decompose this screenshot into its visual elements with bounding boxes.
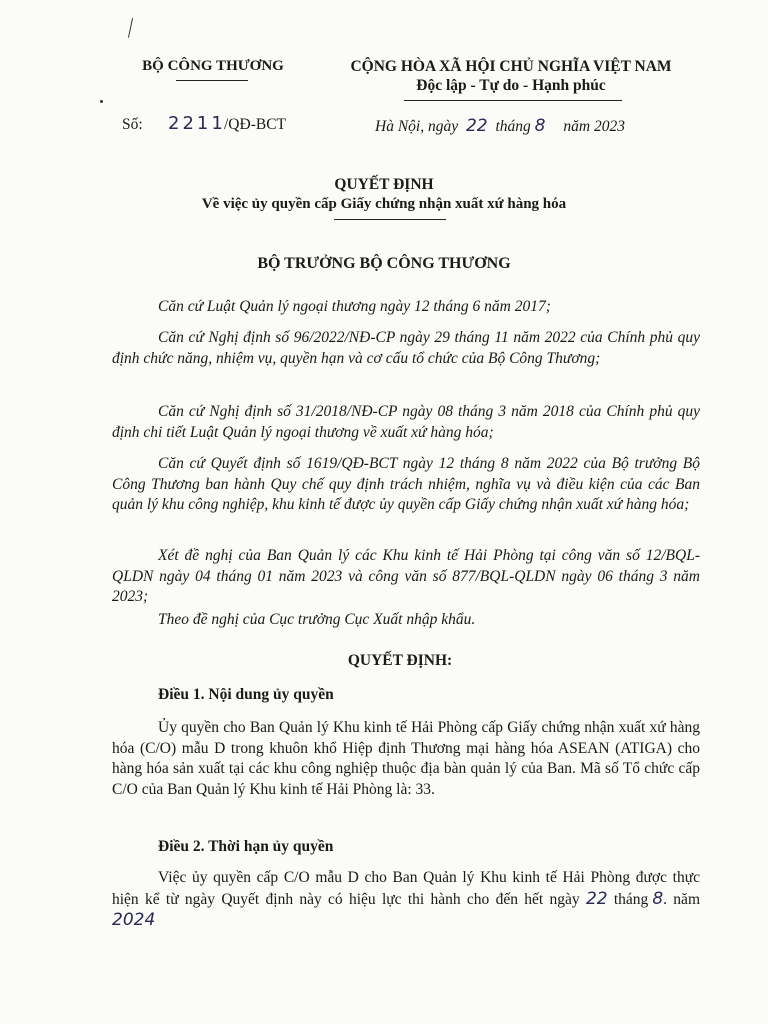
preamble-item: Căn cứ Nghị định số 96/2022/NĐ-CP ngày 29 tháng 11 năm 2022 của Chính phủ quy định chức năng, nhiệm vụ, quyền hạn và cơ cấu tổ chức của Bộ Công Thương; bbox=[112, 329, 700, 367]
preamble-item: Theo đề nghị của Cục trưởng Cục Xuất nhập khẩu. bbox=[158, 611, 476, 628]
reference-suffix: /QĐ-BCT bbox=[224, 116, 286, 133]
issue-day: 22 bbox=[465, 116, 488, 136]
issue-month: 8 bbox=[534, 116, 546, 136]
end-year-label: . năm bbox=[663, 890, 700, 908]
document-subject: Về việc ủy quyền cấp Giấy chứng nhận xuất xứ hàng hóa bbox=[201, 196, 567, 212]
ministry-underline bbox=[176, 80, 248, 81]
ministry-name: BỘ CÔNG THƯƠNG bbox=[142, 58, 284, 74]
pen-dot bbox=[100, 100, 103, 103]
preamble-item: Căn cứ Luật Quản lý ngoại thương ngày 12 tháng 6 năm 2017; bbox=[158, 298, 551, 315]
preamble-item: Căn cứ Quyết định số 1619/QĐ-BCT ngày 12 tháng 8 năm 2022 của Bộ trưởng Bộ Công Thương ban hành Quy chế quy định trách nhiệm, nghĩa vụ và điều kiện của các Ban quản lý khu công nghiệp, khu kinh tế được ủy quyền cấp Giấy chứng nhận xuất xứ hàng hóa; bbox=[112, 455, 700, 513]
republic-name: CỘNG HÒA XÃ HỘI CHỦ NGHĨA VIỆT NAM bbox=[350, 58, 672, 75]
pen-mark bbox=[128, 18, 134, 38]
issue-place: Hà Nội, ngày bbox=[375, 118, 459, 135]
issuing-authority: BỘ TRƯỞNG BỘ CÔNG THƯƠNG bbox=[257, 255, 511, 272]
issue-year: năm 2023 bbox=[563, 118, 625, 135]
article-2-body: Việc ủy quyền cấp C/O mẫu D cho Ban Quản lý Khu kinh tế Hải Phòng được thực hiện kể từ ngày Quyết định này có hiệu lực thi hành cho đến hết ngày 22 tháng 8. năm 2024 bbox=[112, 869, 700, 930]
article-2-title: Điều 2. Thời hạn ủy quyền bbox=[158, 838, 334, 855]
motto-underline bbox=[404, 100, 622, 101]
article-1-body: Ủy quyền cho Ban Quản lý Khu kinh tế Hải Phòng cấp Giấy chứng nhận xuất xứ hàng hóa (C/O) mẫu D trong khuôn khổ Hiệp định Thương mại hàng hóa ASEAN (ATIGA) cho hàng hóa sản xuất tại các khu công nghiệp thuộc địa bàn quản lý của Ban. Mã số Tổ chức cấp C/O của Ban Quản lý Khu kinh tế Hải Phòng là: 33. bbox=[112, 719, 700, 798]
end-day: 22 bbox=[585, 888, 608, 909]
decision-heading: QUYẾT ĐỊNH: bbox=[347, 652, 453, 669]
end-month-label: tháng bbox=[613, 890, 649, 908]
reference-label: Số: bbox=[122, 116, 143, 133]
article-1-title: Điều 1. Nội dung ủy quyền bbox=[158, 686, 334, 703]
issue-date bbox=[375, 116, 625, 136]
reference-number: 2211 bbox=[168, 113, 226, 134]
preamble-item: Xét đề nghị của Ban Quản lý các Khu kinh tế Hải Phòng tại công văn số 12/BQL-QLDN ngày 04 tháng 01 năm 2023 và công văn số 877/BQL-QLDN ngày 06 tháng 3 năm 2023; bbox=[112, 547, 700, 605]
issue-month-label: tháng bbox=[495, 118, 531, 135]
preamble-item: Căn cứ Nghị định số 31/2018/NĐ-CP ngày 08 tháng 3 năm 2018 của Chính phủ quy định chi tiết Luật Quản lý ngoại thương về xuất xứ hàng hóa; bbox=[112, 403, 700, 441]
subject-underline bbox=[334, 219, 446, 220]
document-title: QUYẾT ĐỊNH bbox=[334, 176, 434, 193]
national-motto: Độc lập - Tự do - Hạnh phúc bbox=[416, 77, 606, 94]
end-year: 2024 bbox=[112, 910, 156, 930]
end-month: 8 bbox=[652, 888, 664, 909]
